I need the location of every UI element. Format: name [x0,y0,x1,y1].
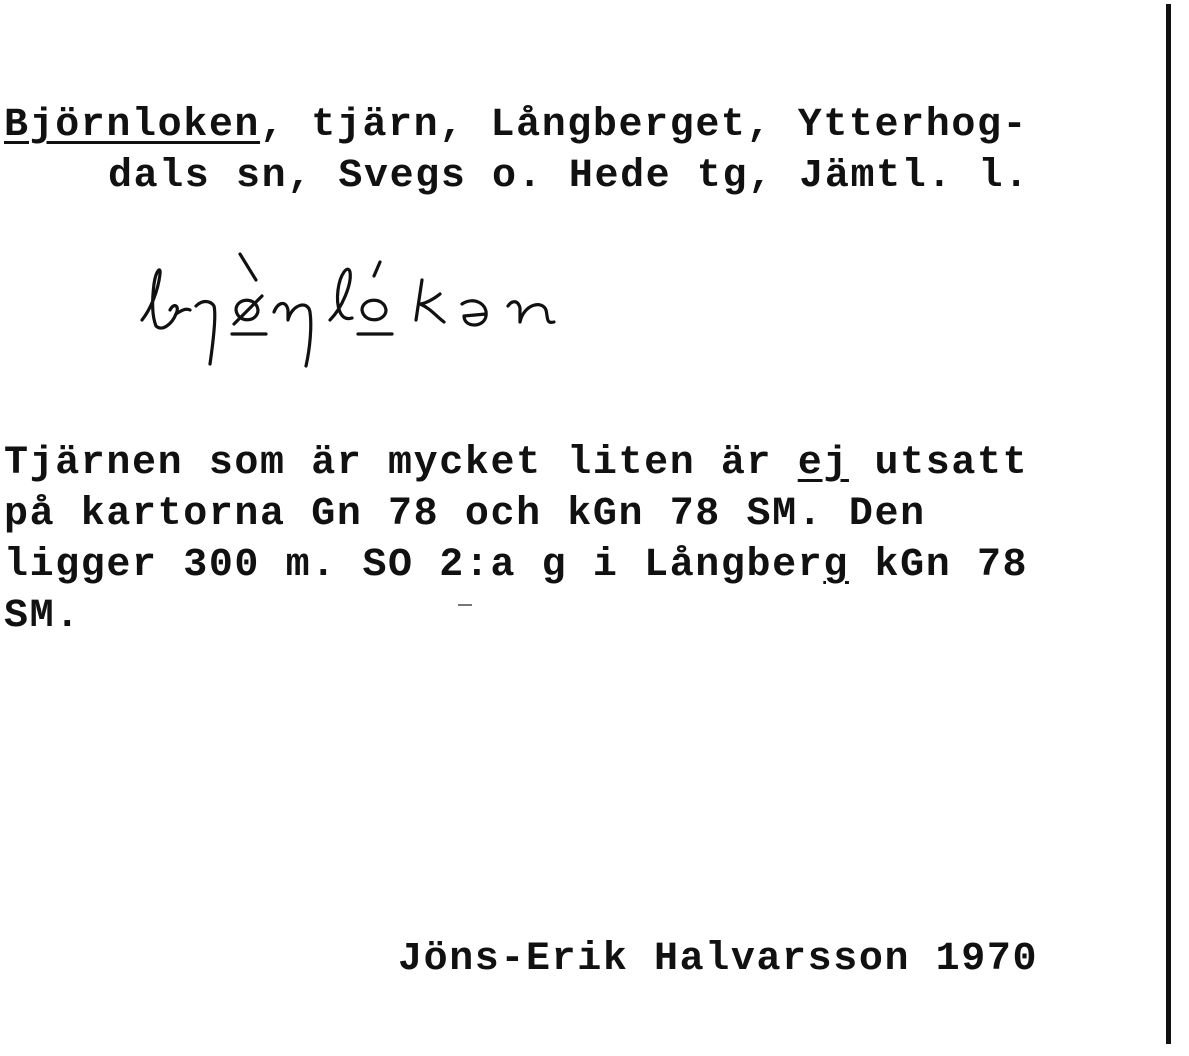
body-line-1 [4,441,1029,486]
entry-location: , tjärn, Långberget, Ytterhog- [260,103,1029,148]
handwritten-phonetic-transcription [130,240,590,380]
author-signature: Jöns-Erik Halvarsson 1970 [398,937,1039,982]
stray-mark [458,604,472,606]
body-line-1-end: utsatt [848,441,1029,486]
body-line-1-start: Tjärnen som är mycket liten är [4,441,798,486]
body-emphasis-ej: ej [797,441,849,486]
entry-line-1 [4,103,1029,148]
body-emphasis-g: g [823,543,849,588]
card-edge-line [1166,4,1171,1044]
entry-headword: Björnloken [4,103,261,148]
body-line-4: SM. [4,594,81,639]
body-line-2: på kartorna Gn 78 och kGn 78 SM. Den [4,492,926,537]
body-line-3-start: ligger 300 m. SO 2:a g i Långber [4,543,824,588]
body-line-3 [4,543,1029,588]
entry-line-2: dals sn, Svegs o. Hede tg, Jämtl. l. [108,154,1030,199]
body-line-3-end: kGn 78 [848,543,1029,588]
